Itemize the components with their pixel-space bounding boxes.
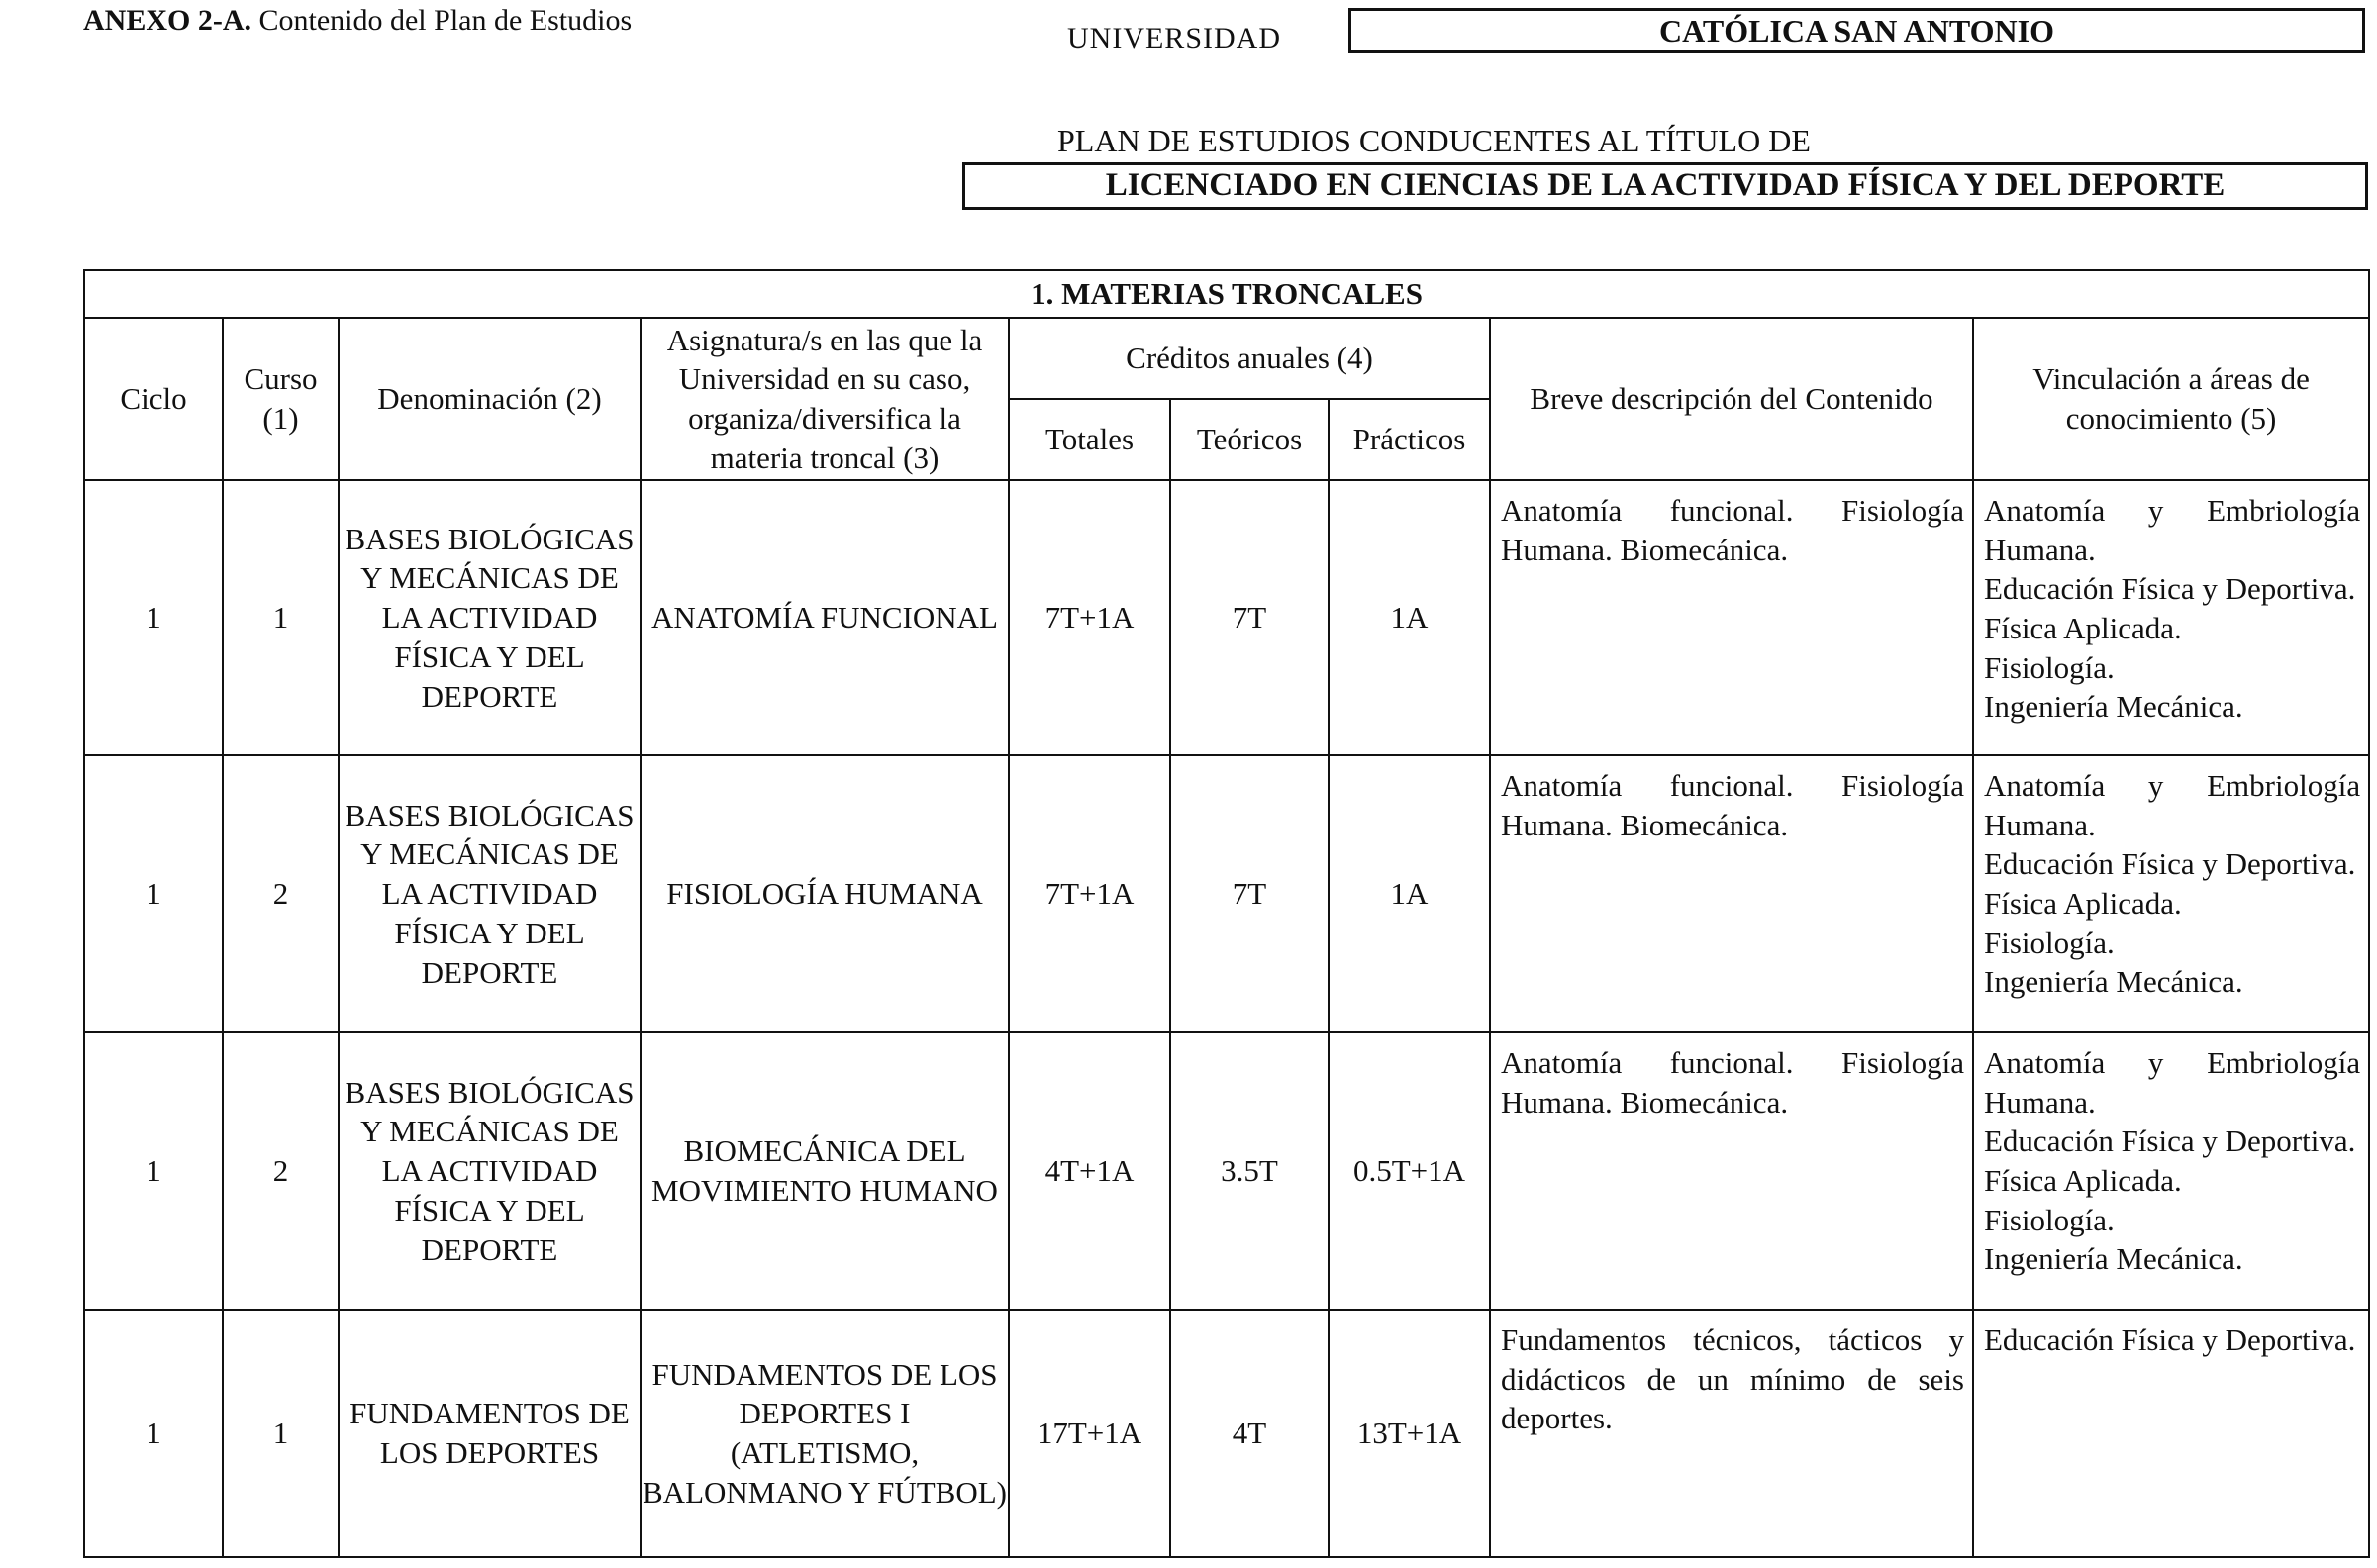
col-header-descripcion: Breve descripción del Contenido <box>1490 318 1973 480</box>
cell-teoricos: 3.5T <box>1170 1032 1329 1310</box>
annex-heading <box>83 4 632 38</box>
col-header-curso: Curso (1) <box>223 318 339 480</box>
cell-denominacion: BASES BIOLÓGICAS Y MECÁNICAS DE LA ACTIVIDAD FÍSICA Y DEL DEPORTE <box>339 1032 641 1310</box>
cell-ciclo: 1 <box>84 755 223 1032</box>
cell-areas <box>1973 480 2369 755</box>
cell-totales: 7T+1A <box>1009 755 1170 1032</box>
cell-teoricos: 4T <box>1170 1310 1329 1557</box>
area-item: Educación Física y Deportiva. <box>1984 571 2356 607</box>
area-item: Anatomía y Embriología Humana. <box>1984 493 2361 567</box>
col-header-vinculacion: Vinculación a áreas de conocimiento (5) <box>1973 318 2369 480</box>
area-item: Física Aplicada. <box>1984 611 2182 646</box>
annex-number: ANEXO 2-A. <box>83 4 251 37</box>
area-item: Fisiología. <box>1984 925 2115 960</box>
annex-description: Contenido del Plan de Estudios <box>251 4 633 37</box>
cell-totales: 4T+1A <box>1009 1032 1170 1310</box>
cell-practicos: 1A <box>1329 480 1490 755</box>
col-header-practicos: Prácticos <box>1329 399 1490 480</box>
cell-descripcion: Anatomía funcional. Fisiología Humana. Biomecánica. <box>1490 480 1973 755</box>
area-item: Física Aplicada. <box>1984 1163 2182 1199</box>
university-name-box: CATÓLICA SAN ANTONIO <box>1348 8 2365 53</box>
area-item: Educación Física y Deportiva. <box>1984 1323 2356 1357</box>
table-row <box>84 1310 2369 1557</box>
area-item: Ingeniería Mecánica. <box>1984 689 2243 725</box>
cell-denominacion: BASES BIOLÓGICAS Y MECÁNICAS DE LA ACTIVIDAD FÍSICA Y DEL DEPORTE <box>339 755 641 1032</box>
cell-curso: 1 <box>223 480 339 755</box>
cell-curso: 1 <box>223 1310 339 1557</box>
cell-descripcion: Anatomía funcional. Fisiología Humana. Biomecánica. <box>1490 1032 1973 1310</box>
cell-descripcion: Anatomía funcional. Fisiología Humana. Biomecánica. <box>1490 755 1973 1032</box>
area-item: Fisiología. <box>1984 1202 2115 1237</box>
cell-descripcion: Fundamentos técnicos, tácticos y didácticos de un mínimo de seis deportes. <box>1490 1310 1973 1557</box>
area-item: Ingeniería Mecánica. <box>1984 1241 2243 1277</box>
cell-totales: 7T+1A <box>1009 480 1170 755</box>
university-label: UNIVERSIDAD <box>1067 22 1281 54</box>
area-item: Educación Física y Deportiva. <box>1984 1124 2356 1159</box>
cell-practicos: 13T+1A <box>1329 1310 1490 1557</box>
col-header-creditos: Créditos anuales (4) <box>1009 318 1490 399</box>
cell-denominacion: FUNDAMENTOS DE LOS DEPORTES <box>339 1310 641 1557</box>
col-header-asignatura: Asignatura/s en las que la Universidad en su caso, organiza/diversifica la materia troncal (3) <box>641 318 1009 480</box>
degree-title-box: LICENCIADO EN CIENCIAS DE LA ACTIVIDAD FÍSICA Y DEL DEPORTE <box>962 162 2368 210</box>
area-item: Anatomía y Embriología Humana. <box>1984 768 2361 842</box>
cell-areas <box>1973 1032 2369 1310</box>
area-item: Física Aplicada. <box>1984 886 2182 922</box>
cell-asignatura: FISIOLOGÍA HUMANA <box>641 755 1009 1032</box>
cell-teoricos: 7T <box>1170 480 1329 755</box>
table-row <box>84 755 2369 1032</box>
cell-denominacion: BASES BIOLÓGICAS Y MECÁNICAS DE LA ACTIVIDAD FÍSICA Y DEL DEPORTE <box>339 480 641 755</box>
cell-practicos: 1A <box>1329 755 1490 1032</box>
area-item: Anatomía y Embriología Humana. <box>1984 1045 2361 1120</box>
cell-areas <box>1973 1310 2369 1557</box>
cell-asignatura: BIOMECÁNICA DEL MOVIMIENTO HUMANO <box>641 1032 1009 1310</box>
col-header-totales: Totales <box>1009 399 1170 480</box>
col-header-ciclo: Ciclo <box>84 318 223 480</box>
col-header-denominacion: Denominación (2) <box>339 318 641 480</box>
materias-troncales-table <box>83 269 2370 1558</box>
area-item: Ingeniería Mecánica. <box>1984 964 2243 1000</box>
cell-totales: 17T+1A <box>1009 1310 1170 1557</box>
table-row <box>84 480 2369 755</box>
cell-asignatura: FUNDAMENTOS DE LOS DEPORTES I (ATLETISMO, BALONMANO Y FÚTBOL) <box>641 1310 1009 1557</box>
table-row <box>84 1032 2369 1310</box>
area-item: Educación Física y Deportiva. <box>1984 846 2356 882</box>
cell-curso: 2 <box>223 755 339 1032</box>
plan-label: PLAN DE ESTUDIOS CONDUCENTES AL TÍTULO DE <box>1057 123 1811 158</box>
cell-ciclo: 1 <box>84 1032 223 1310</box>
section-title: 1. MATERIAS TRONCALES <box>84 270 2369 318</box>
cell-asignatura: ANATOMÍA FUNCIONAL <box>641 480 1009 755</box>
cell-ciclo: 1 <box>84 1310 223 1557</box>
area-item: Fisiología. <box>1984 649 2115 685</box>
cell-ciclo: 1 <box>84 480 223 755</box>
col-header-teoricos: Teóricos <box>1170 399 1329 480</box>
cell-teoricos: 7T <box>1170 755 1329 1032</box>
cell-curso: 2 <box>223 1032 339 1310</box>
cell-areas <box>1973 755 2369 1032</box>
cell-practicos: 0.5T+1A <box>1329 1032 1490 1310</box>
